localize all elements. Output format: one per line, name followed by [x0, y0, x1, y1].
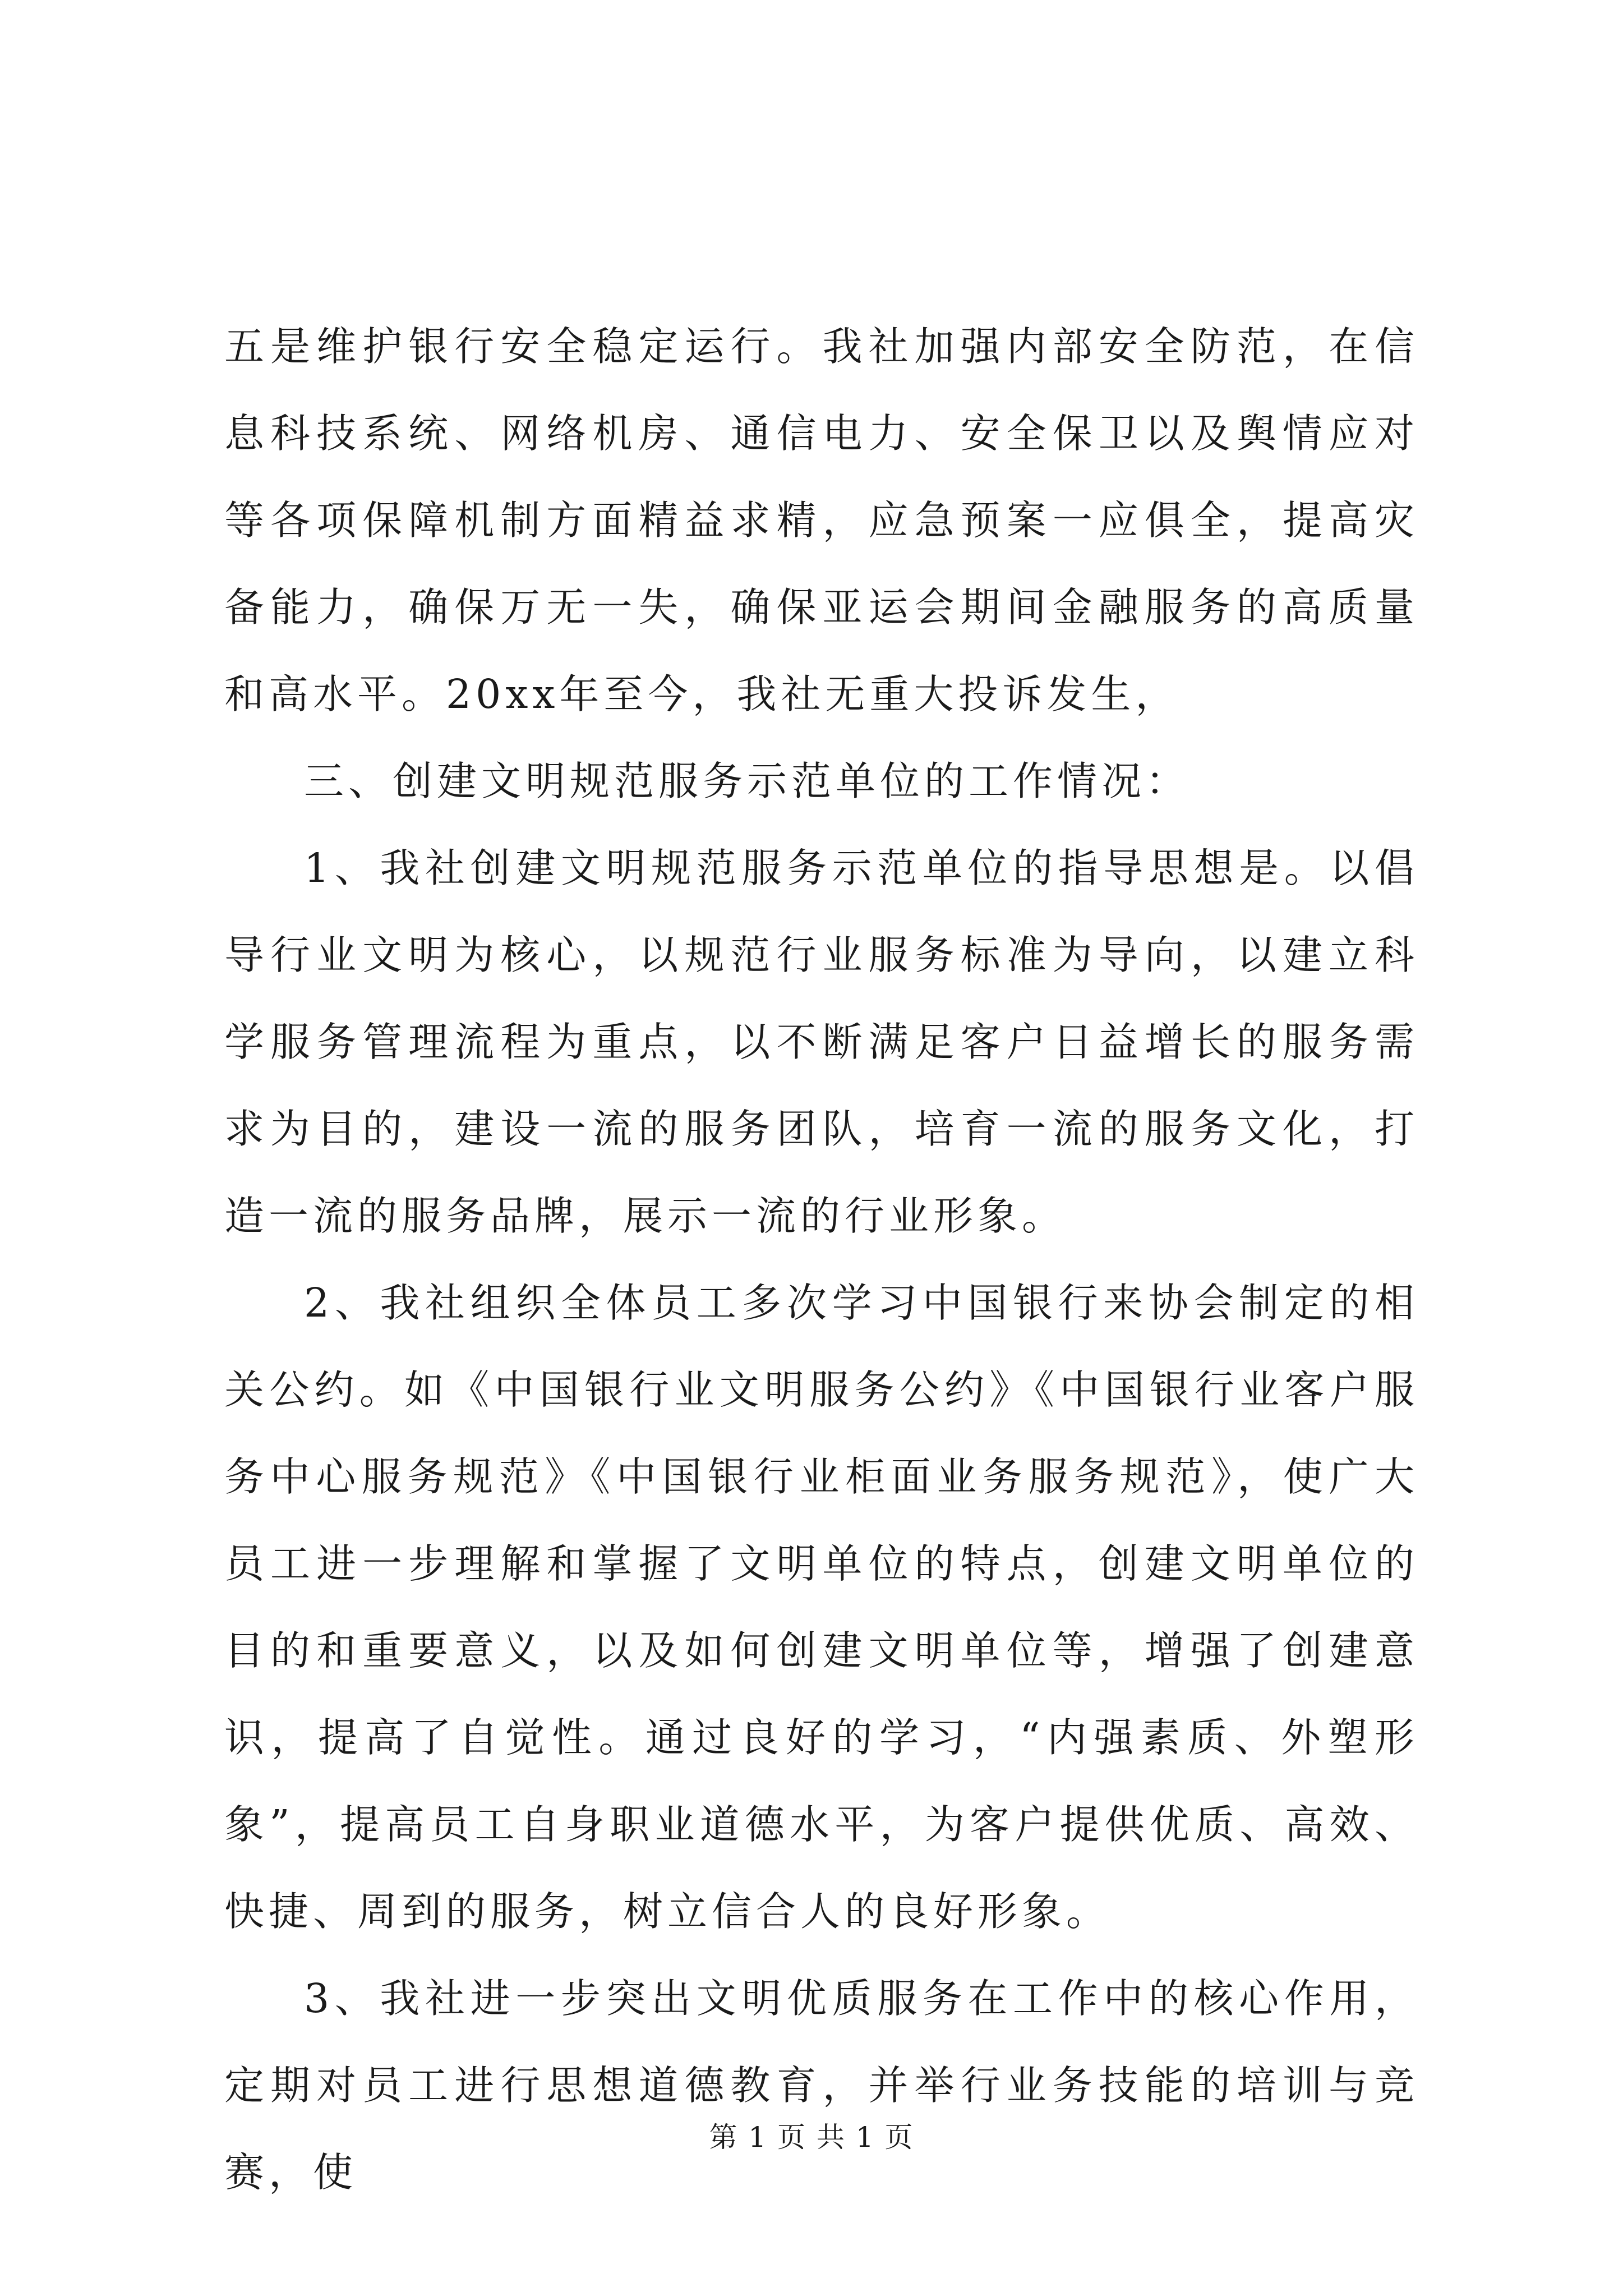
- paragraph-security: 五是维护银行安全稳定运行。我社加强内部安全防范，在信息科技系统、网络机房、通信电力、安全保卫以及舆情应对等各项保障机制方面精益求精，应急预案一应俱全，提高灾备能力，确保万无一失，确保亚运会期间金融服务的高质量和高水平。20xx年至今，我社无重大投诉发生，: [224, 323, 1419, 717]
- paragraph-guiding-idea: 1、我社创建文明规范服务示范单位的指导思想是。以倡导行业文明为核心，以规范行业服务标准为导向，以建立科学服务管理流程为重点，以不断满足客户日益增长的服务需求为目的，建设一流的服务团队，培育一流的服务文化，打造一流的服务品牌，展示一流的行业形象。: [224, 845, 1419, 1239]
- document-body: [224, 303, 1419, 2216]
- paragraph-core-role: 3、我社进一步突出文明优质服务在工作中的核心作用，定期对员工进行思想道德教育，并举行业务技能的培训与竞赛，使: [224, 1975, 1419, 2196]
- paragraph-study-conventions: 2、我社组织全体员工多次学习中国银行来协会制定的相关公约。如《中国银行业文明服务公约》《中国银行业客户服务中心服务规范》《中国银行业柜面业务服务规范》，使广大员工进一步理解和掌握了文明单位的特点，创建文明单位的目的和重要意义，以及如何创建文明单位等，增强了创建意识，提高了自觉性。通过良好的学习，“内强素质、外塑形象”，提高员工自身职业道德水平，为客户提供优质、高效、快捷、周到的服务，树立信合人的良好形象。: [224, 1280, 1419, 1935]
- page-footer: 第 1 页 共 1 页: [709, 2121, 914, 2154]
- section-heading-three: 三、创建文明规范服务示范单位的工作情况：: [304, 758, 1191, 804]
